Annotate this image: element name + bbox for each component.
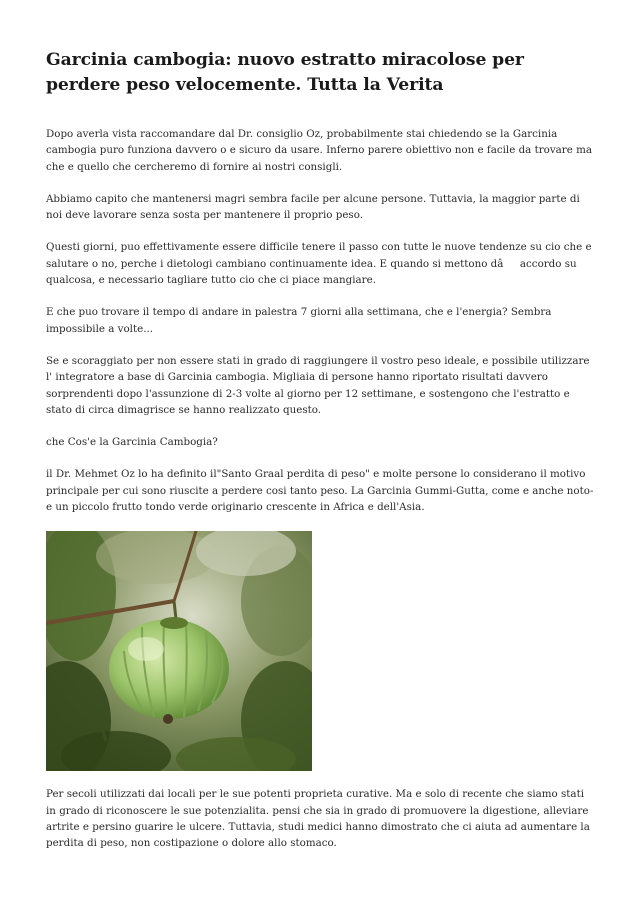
document-page [46,48,594,868]
document-body [46,126,594,852]
paragraph-history: Per secoli utilizzati dai locali per le sue potenti proprieta curative. Ma e solo di recente che siamo stati in grado di riconoscere le sue potenzialita. pensi che sia in grado di promuovere la digestione, alleviare artrite e persino guarire le ulcere. Tuttavia, studi medici hanno dimostrato che ci aiuta ad aumentare la perdita di peso, non costipazione o dolore allo stomaco. [46,788,590,850]
paragraph-diet-trends: Questi giorni, puo effettivamente essere difficile tenere il passo con tutte le nuove tendenze su cio che e salutare o no, perche i dietologi cambiano continuamente idea. E quando si mettono dâaccordo su qualcosa, e necessario tagliare tutto cio che ci piace mangiare. [46,241,592,287]
document-title: Garcinia cambogia: nuovo estratto miracolose per perdere peso velocemente. Tutta la Verita [46,50,524,95]
paragraph-intro: Dopo averla vista raccomandare dal Dr. consiglio Oz, probabilmente stai chiedendo se la Garcinia cambogia puro funziona davvero o e sicuro da usare. Inferno parere obiettivo non e facile da trovare ma che e quello che cercheremo di fornire ai nostri consigli. [46,128,592,173]
paragraph-supplement: Se e scoraggiato per non essere stati in grado di raggiungere il vostro peso ideale, e possibile utilizzare l' integratore a base di Garcinia cambogia. Migliaia di persone hanno riportato risultati davvero sorprendenti dopo l'assunzione di 2-3 volte al giorno per 12 settimane, e sostengono che l'estratto e stato di circa dimagrisce se hanno realizzato questo. [46,354,590,416]
paragraph-gym-time: E che puo trovare il tempo di andare in palestra 7 giorni alla settimana, che e l'energia? Sembra impossibile a volte... [46,306,552,335]
paragraph-dr-oz: il Dr. Mehmet Oz lo ha definito il"Santo Graal perdita di peso" e molte persone lo considerano il motivo principale per cui sono riuscite a perdere cosi tanto peso. La Garcinia Gummi-Gutta, come e anche noto-e un piccolo frutto tondo verde originario crescente in Africa e dell'Asia. [46,468,594,514]
garcinia-fruit-photo [46,531,312,771]
paragraph-staying-thin: Abbiamo capito che mantenersi magri sembra facile per alcune persone. Tuttavia, la maggior parte di noi deve lavorare senza sosta per mantenere il proprio peso. [46,192,580,222]
paragraph-question: che Cos'e la Garcinia Cambogia? [46,436,218,449]
